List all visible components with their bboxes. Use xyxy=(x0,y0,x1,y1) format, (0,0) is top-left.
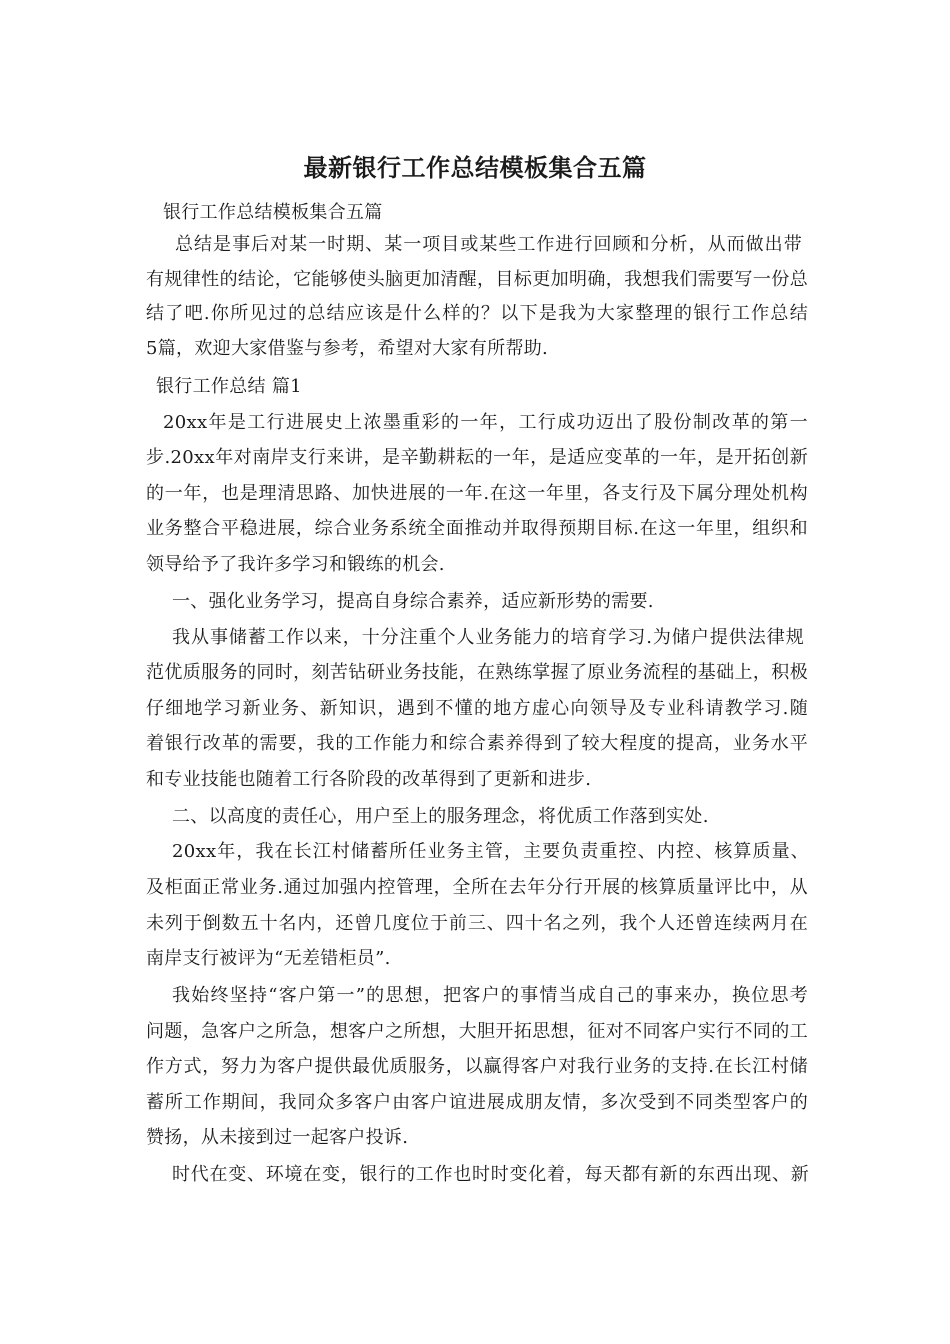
paragraph-line: 20xx年是工行进展史上浓墨重彩的一年，工行成功迈出了股份制改革的第一 xyxy=(163,412,808,433)
paragraph-line: 蓄所工作期间，我同众多客户由客户谊进展成朋友情，多次受到不同类型客户的 xyxy=(146,1092,808,1113)
intro-line: 结了吧.你所见过的总结应该是什么样的？以下是我为大家整理的银行工作总结 xyxy=(146,303,808,324)
sub-heading: 一、强化业务学习，提高自身综合素养，适应新形势的需要. xyxy=(172,591,654,612)
subtitle-line: 银行工作总结模板集合五篇 xyxy=(163,202,383,223)
paragraph-line: 范优质服务的同时，刻苦钻研业务技能，在熟练掌握了原业务流程的基础上，积极 xyxy=(146,662,808,683)
section-heading: 银行工作总结 篇1 xyxy=(156,376,302,397)
paragraph-line: 的一年，也是理清思路、加快进展的一年.在这一年里，各支行及下属分理处机构 xyxy=(146,483,808,504)
paragraph-line: 20xx年，我在长江村储蓄所任业务主管，主要负责重控、内控、核算质量、 xyxy=(172,841,809,862)
paragraph-line: 步.20xx年对南岸支行来讲，是辛勤耕耘的一年，是适应变革的一年，是开拓创新 xyxy=(146,447,808,468)
paragraph-line: 和专业技能也随着工行各阶段的改革得到了更新和进步. xyxy=(146,769,592,790)
document-title: 最新银行工作总结模板集合五篇 xyxy=(303,153,647,182)
paragraph-line: 仔细地学习新业务、新知识，遇到不懂的地方虚心向领导及专业科请教学习.随 xyxy=(146,698,808,719)
paragraph-line: 问题，急客户之所急，想客户之所想，大胆开拓思想，征对不同客户实行不同的工 xyxy=(146,1021,808,1042)
paragraph-line: 我始终坚持“客户第一”的思想，把客户的事情当成自己的事来办，换位思考 xyxy=(172,985,808,1006)
intro-line: 5篇，欢迎大家借鉴与参考，希望对大家有所帮助. xyxy=(146,338,549,359)
paragraph-line: 我从事储蓄工作以来，十分注重个人业务能力的培育学习.为储户提供法律规 xyxy=(172,627,804,648)
paragraph-line: 时代在变、环境在变，银行的工作也时时变化着，每天都有新的东西出现、新 xyxy=(172,1164,809,1185)
paragraph-line: 及柜面正常业务.通过加强内控管理，全所在去年分行开展的核算质量评比中，从 xyxy=(146,877,808,898)
intro-line: 有规律性的结论，它能够使头脑更加清醒，目标更加明确，我想我们需要写一份总 xyxy=(146,269,808,290)
intro-line: 总结是事后对某一时期、某一项目或某些工作进行回顾和分析，从而做出带 xyxy=(175,234,802,255)
sub-heading: 二、以高度的责任心，用户至上的服务理念，将优质工作落到实处. xyxy=(172,806,709,827)
paragraph-line: 着银行改革的需要，我的工作能力和综合素养得到了较大程度的提高，业务水平 xyxy=(146,733,808,754)
paragraph-line: 赞扬，从未接到过一起客户投诉. xyxy=(146,1127,409,1148)
paragraph-line: 作方式，努力为客户提供最优质服务，以赢得客户对我行业务的支持.在长江村储 xyxy=(146,1056,808,1077)
paragraph-line: 业务整合平稳进展，综合业务系统全面推动并取得预期目标.在这一年里，组织和 xyxy=(146,518,808,539)
paragraph-line: 未列于倒数五十名内，还曾几度位于前三、四十名之列，我个人还曾连续两月在 xyxy=(146,913,808,934)
paragraph-line: 领导给予了我许多学习和锻练的机会. xyxy=(146,554,445,575)
paragraph-line: 南岸支行被评为“无差错柜员”. xyxy=(146,948,391,969)
